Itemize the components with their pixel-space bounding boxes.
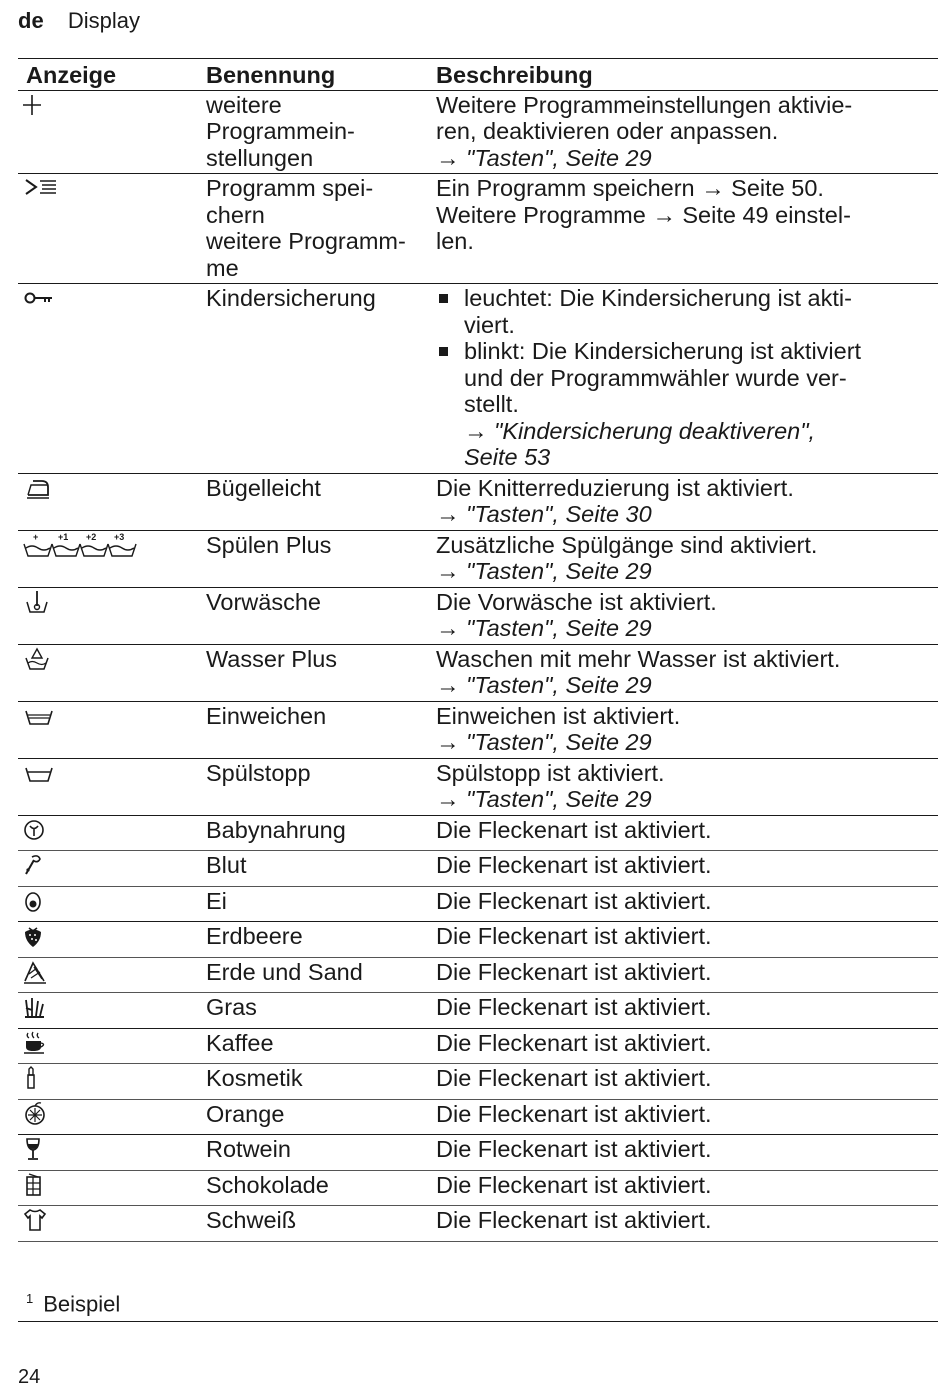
description-line: Weitere Programme → Seite 49 einstel-	[436, 201, 851, 228]
anzeige-cell	[18, 993, 206, 1029]
description-line: Die Knitterreduzierung ist aktiviert.	[436, 474, 794, 501]
benennung-cell	[206, 851, 436, 887]
name-line: Kindersicherung	[206, 285, 376, 311]
cross-reference-link[interactable]: → "Tasten", Seite 29	[436, 729, 652, 755]
anzeige-cell	[18, 1099, 206, 1135]
prewash-icon	[22, 589, 62, 615]
table-row	[18, 851, 938, 887]
table-header-row	[18, 59, 938, 91]
name-line: stellungen	[206, 144, 314, 171]
name-line: Bügelleicht	[206, 474, 321, 501]
bullet-list	[436, 285, 938, 471]
benennung-cell	[206, 922, 436, 958]
beschreibung-cell	[436, 957, 938, 993]
coffee-icon	[22, 1030, 62, 1056]
anzeige-cell	[18, 473, 206, 530]
anzeige-cell	[18, 587, 206, 644]
benennung-cell	[206, 587, 436, 644]
table-row	[18, 473, 938, 530]
benennung-cell	[206, 1028, 436, 1064]
name-line: Spülstopp	[206, 759, 311, 786]
anzeige-cell	[18, 1170, 206, 1206]
beschreibung-cell	[436, 851, 938, 887]
page-header	[18, 8, 140, 34]
description-line: len.	[436, 228, 474, 254]
name-line: Spülen Plus	[206, 531, 332, 558]
description-line: Die Fleckenart ist aktiviert.	[436, 1029, 712, 1056]
plus-icon	[22, 92, 62, 118]
beschreibung-cell	[436, 644, 938, 701]
beschreibung-cell	[436, 993, 938, 1029]
description-line: Die Fleckenart ist aktiviert.	[436, 816, 712, 843]
soak-icon	[22, 703, 62, 729]
cross-reference-link[interactable]: → "Tasten", Seite 30	[436, 501, 652, 527]
key-icon	[22, 285, 62, 311]
name-line: Kaffee	[206, 1029, 274, 1056]
description-line: Die Vorwäsche ist aktiviert.	[436, 588, 717, 615]
table-row	[18, 587, 938, 644]
beschreibung-cell	[436, 1206, 938, 1242]
cross-reference-link[interactable]: Seite 53	[464, 444, 551, 470]
beschreibung-cell	[436, 1099, 938, 1135]
baby-food-icon	[22, 817, 62, 843]
table-row	[18, 957, 938, 993]
benennung-cell	[206, 815, 436, 851]
anzeige-cell	[18, 851, 206, 887]
cross-reference-link[interactable]: → "Tasten", Seite 29	[436, 144, 652, 171]
language-code: de	[18, 8, 44, 33]
table-row	[18, 1135, 938, 1171]
footnote	[18, 1291, 938, 1322]
table-row	[18, 993, 938, 1029]
table-row	[18, 1170, 938, 1206]
lipstick-icon	[22, 1065, 62, 1091]
bullet-line: und der Programmwähler wurde ver-	[464, 364, 847, 391]
beschreibung-cell	[436, 473, 938, 530]
table-row	[18, 644, 938, 701]
benennung-cell	[206, 1064, 436, 1100]
description-line: Die Fleckenart ist aktiviert.	[436, 852, 712, 878]
beschreibung-cell	[436, 174, 938, 284]
page-number: 24	[18, 1366, 41, 1388]
name-line: Orange	[206, 1100, 285, 1127]
table-row	[18, 701, 938, 758]
name-line: Blut	[206, 852, 247, 878]
anzeige-cell	[18, 758, 206, 815]
beschreibung-cell	[436, 758, 938, 815]
column-header-beschreibung: Beschreibung	[436, 59, 938, 91]
description-line: Zusätzliche Spülgänge sind aktiviert.	[436, 531, 818, 558]
beschreibung-cell	[436, 1028, 938, 1064]
description-line: Die Fleckenart ist aktiviert.	[436, 923, 712, 949]
description-line: Die Fleckenart ist aktiviert.	[436, 1207, 712, 1233]
bullet-item	[436, 285, 938, 338]
bullet-line: stellt.	[464, 391, 519, 417]
anzeige-cell	[18, 1028, 206, 1064]
cross-reference-link[interactable]: → "Tasten", Seite 29	[436, 615, 652, 641]
name-line: Rotwein	[206, 1136, 291, 1162]
column-header-anzeige: Anzeige	[18, 59, 206, 91]
table-row	[18, 174, 938, 284]
benennung-cell	[206, 174, 436, 284]
water-plus-icon	[22, 646, 62, 672]
benennung-cell	[206, 1099, 436, 1135]
display-symbols-table	[18, 58, 938, 1242]
bullet-line: viert.	[464, 311, 515, 338]
rinse-plus-icon	[22, 532, 142, 558]
name-line: Schweiß	[206, 1207, 297, 1233]
beschreibung-cell	[436, 90, 938, 174]
anzeige-cell	[18, 886, 206, 922]
description-line: Die Fleckenart ist aktiviert.	[436, 1171, 712, 1198]
anzeige-cell	[18, 1135, 206, 1171]
shirt-icon	[22, 1207, 62, 1233]
cross-reference-link[interactable]: → "Tasten", Seite 29	[436, 786, 652, 812]
anzeige-cell	[18, 90, 206, 174]
table-row	[18, 922, 938, 958]
beschreibung-cell	[436, 922, 938, 958]
name-line: Ei	[206, 887, 227, 914]
description-line: Die Fleckenart ist aktiviert.	[436, 1065, 712, 1091]
soil-icon	[22, 959, 62, 985]
program-save-icon	[22, 175, 62, 201]
iron-icon	[22, 475, 62, 501]
anzeige-cell	[18, 957, 206, 993]
beschreibung-cell	[436, 284, 938, 474]
benennung-cell	[206, 993, 436, 1029]
anzeige-cell	[18, 644, 206, 701]
cross-reference-link[interactable]: → "Tasten", Seite 29	[436, 558, 652, 584]
description-line: Ein Programm speichern → Seite 50.	[436, 175, 824, 201]
anzeige-cell	[18, 815, 206, 851]
name-line: weitere Programm-	[206, 228, 406, 254]
wine-icon	[22, 1136, 62, 1162]
benennung-cell	[206, 1135, 436, 1171]
benennung-cell	[206, 1170, 436, 1206]
description-line: Die Fleckenart ist aktiviert.	[436, 1100, 712, 1127]
benennung-cell	[206, 644, 436, 701]
svg-text:+3: +3	[114, 531, 125, 542]
beschreibung-cell	[436, 886, 938, 922]
name-line: weitere	[206, 91, 282, 118]
grass-icon	[22, 994, 62, 1020]
description-line: ren, deaktivieren oder anpassen.	[436, 118, 779, 144]
cross-reference-link[interactable]: → "Kindersicherung deaktiveren",	[464, 417, 816, 444]
table-row	[18, 284, 938, 474]
name-line: Einweichen	[206, 702, 327, 729]
svg-text:+2: +2	[86, 531, 97, 542]
bullet-line: leuchtet: Die Kindersicherung ist akti-	[464, 285, 852, 311]
section-title: Display	[67, 8, 140, 33]
name-line: Erdbeere	[206, 923, 303, 949]
svg-text:+1: +1	[58, 531, 69, 542]
column-header-benennung: Benennung	[206, 59, 436, 91]
name-line: Schokolade	[206, 1171, 329, 1198]
table-row	[18, 815, 938, 851]
beschreibung-cell	[436, 701, 938, 758]
name-line: Erde und Sand	[206, 958, 363, 985]
name-line: me	[206, 254, 239, 281]
description-line: Waschen mit mehr Wasser ist aktiviert.	[436, 645, 841, 672]
footnote-mark: 1	[26, 1291, 34, 1306]
benennung-cell	[206, 758, 436, 815]
benennung-cell	[206, 90, 436, 174]
anzeige-cell	[18, 701, 206, 758]
name-line: Gras	[206, 994, 257, 1020]
table-row	[18, 886, 938, 922]
benennung-cell	[206, 530, 436, 587]
bullet-item	[436, 338, 938, 471]
table-row	[18, 90, 938, 174]
svg-text:+: +	[33, 531, 39, 542]
bullet-line: blinkt: Die Kindersicherung ist aktiviert	[464, 338, 862, 364]
table-row	[18, 1064, 938, 1100]
name-line: Programmein-	[206, 118, 355, 144]
name-line: Programm spei-	[206, 175, 374, 201]
cross-reference-link[interactable]: → "Tasten", Seite 29	[436, 672, 652, 698]
description-line: Die Fleckenart ist aktiviert.	[436, 1136, 712, 1162]
description-line: Die Fleckenart ist aktiviert.	[436, 887, 712, 914]
description-line: Weitere Programmeinstellungen aktivie-	[436, 91, 853, 118]
beschreibung-cell	[436, 1135, 938, 1171]
beschreibung-cell	[436, 1170, 938, 1206]
table-row	[18, 1206, 938, 1242]
chocolate-icon	[22, 1172, 62, 1198]
anzeige-cell	[18, 284, 206, 474]
description-line: Einweichen ist aktiviert.	[436, 702, 681, 729]
name-line: Wasser Plus	[206, 645, 338, 672]
anzeige-cell	[18, 530, 206, 587]
anzeige-cell	[18, 922, 206, 958]
benennung-cell	[206, 886, 436, 922]
benennung-cell	[206, 473, 436, 530]
table-row	[18, 1028, 938, 1064]
blood-icon	[22, 852, 62, 878]
strawberry-icon	[22, 923, 62, 949]
beschreibung-cell	[436, 1064, 938, 1100]
table-row	[18, 530, 938, 587]
rinse-hold-icon	[22, 760, 62, 786]
beschreibung-cell	[436, 587, 938, 644]
anzeige-cell	[18, 1206, 206, 1242]
beschreibung-cell	[436, 815, 938, 851]
footnote-text: Beispiel	[43, 1291, 121, 1317]
name-line: Vorwäsche	[206, 588, 321, 615]
benennung-cell	[206, 701, 436, 758]
name-line: Kosmetik	[206, 1065, 303, 1091]
anzeige-cell	[18, 1064, 206, 1100]
benennung-cell	[206, 957, 436, 993]
table-row	[18, 1099, 938, 1135]
benennung-cell	[206, 1206, 436, 1242]
description-line: Die Fleckenart ist aktiviert.	[436, 994, 712, 1020]
table-row	[18, 758, 938, 815]
description-line: Die Fleckenart ist aktiviert.	[436, 958, 712, 985]
benennung-cell	[206, 284, 436, 474]
orange-icon	[22, 1101, 62, 1127]
name-line: Babynahrung	[206, 816, 346, 843]
description-line: Spülstopp ist aktiviert.	[436, 759, 665, 786]
egg-icon	[22, 888, 62, 914]
beschreibung-cell	[436, 530, 938, 587]
anzeige-cell	[18, 174, 206, 284]
name-line: chern	[206, 201, 265, 228]
